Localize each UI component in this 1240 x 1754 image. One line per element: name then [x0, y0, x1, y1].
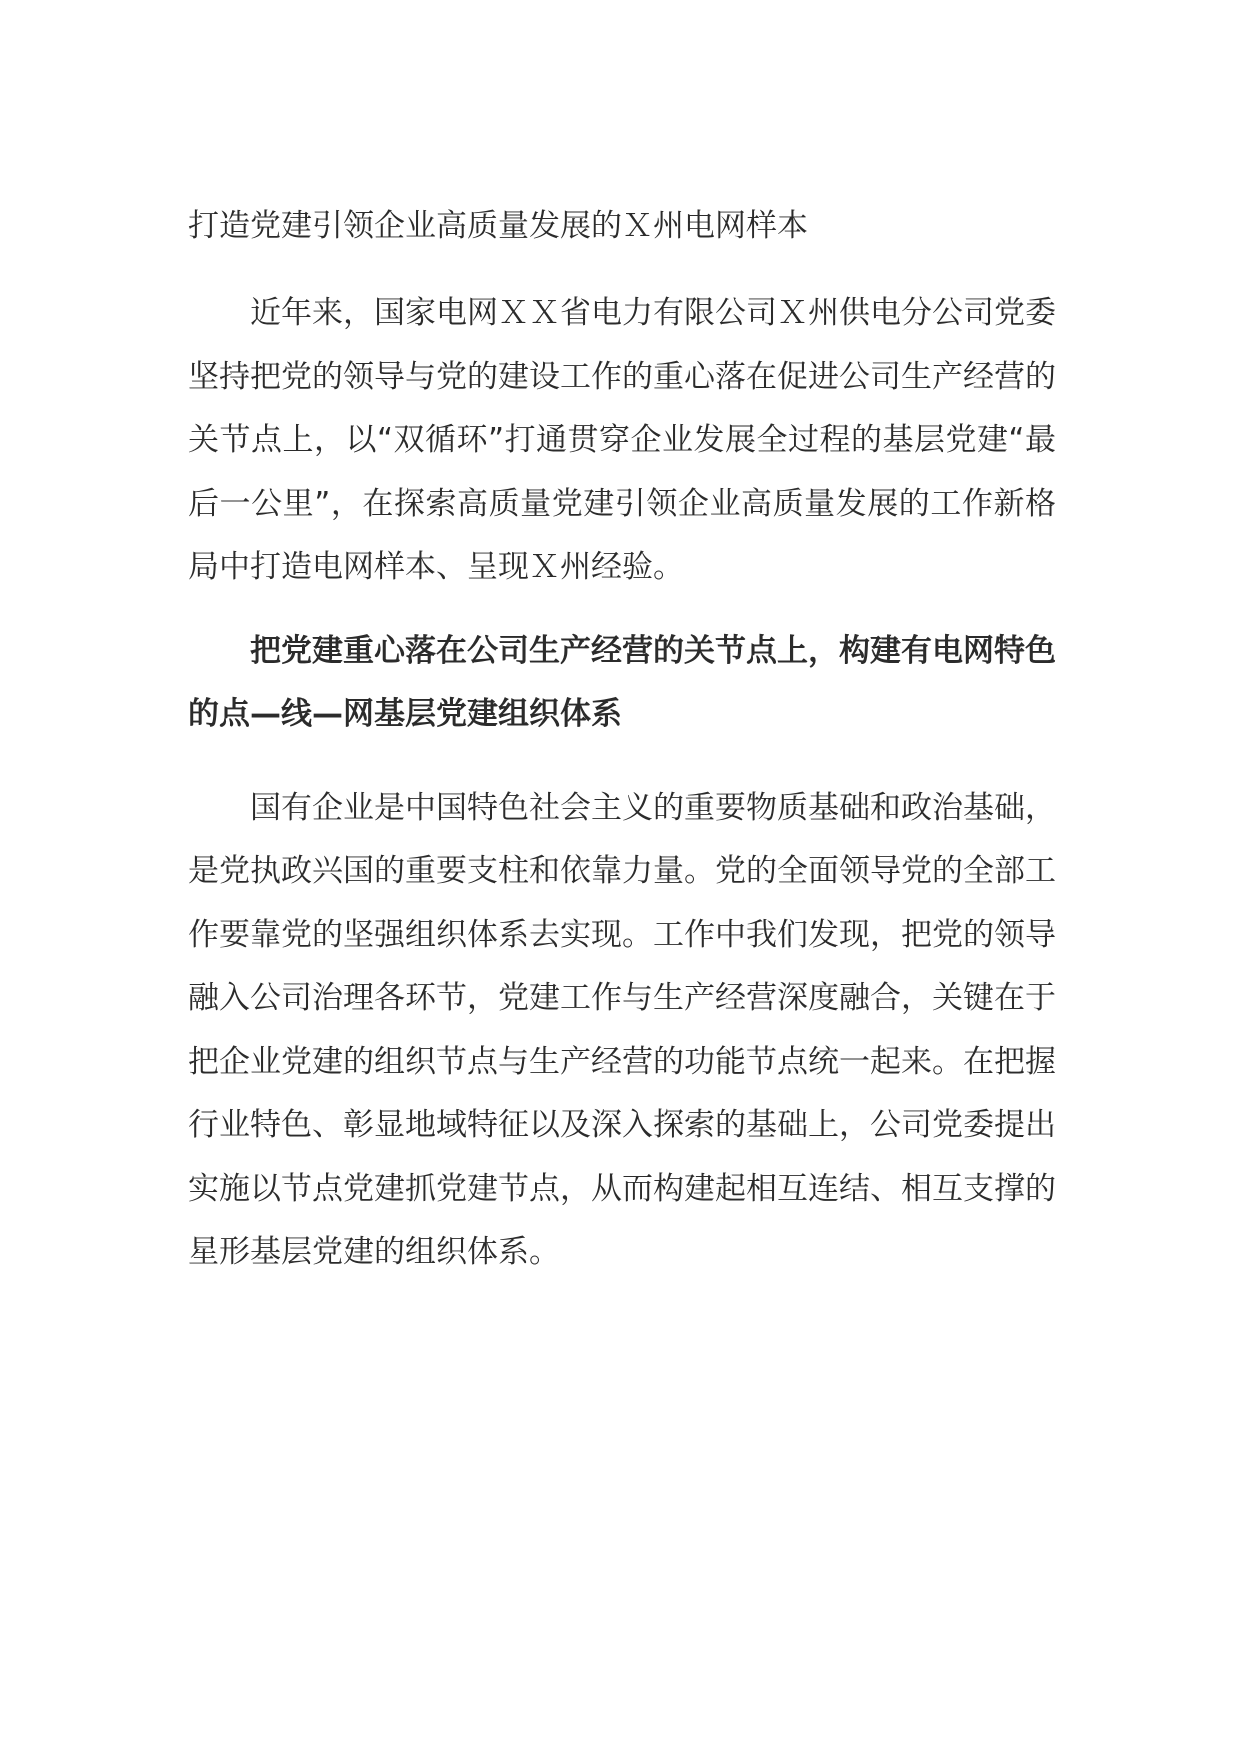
intro-paragraph: 近年来，国家电网ＸＸ省电力有限公司Ｘ州供电分公司党委坚持把党的领导与党的建设工作的重心落在促进公司生产经营的关节点上，以“双循环”打通贯穿企业发展全过程的基层党建“最后一公里”，在探索高质量党建引领企业高质量发展的工作新格局中打造电网样本、呈现Ｘ州经验。 [188, 295, 1056, 585]
document-title: 打造党建引领企业高质量发展的Ｘ州电网样本 [188, 208, 808, 244]
section-heading: 把党建重心落在公司生产经营的关节点上，构建有电网特色的点—线—网基层党建组织体系 [188, 632, 1056, 732]
document-page [188, 196, 1056, 1285]
body-paragraph: 国有企业是中国特色社会主义的重要物质基础和政治基础，是党执政兴国的重要支柱和依靠力量。党的全面领导党的全部工作要靠党的坚强组织体系去实现。工作中我们发现，把党的领导融入公司治理各环节，党建工作与生产经营深度融合，关键在于把企业党建的组织节点与生产经营的功能节点统一起来。在把握行业特色、彰显地域特征以及深入探索的基础上，公司党委提出实施以节点党建抓党建节点，从而构建起相互连结、相互支撑的星形基层党建的组织体系。 [188, 789, 1056, 1270]
